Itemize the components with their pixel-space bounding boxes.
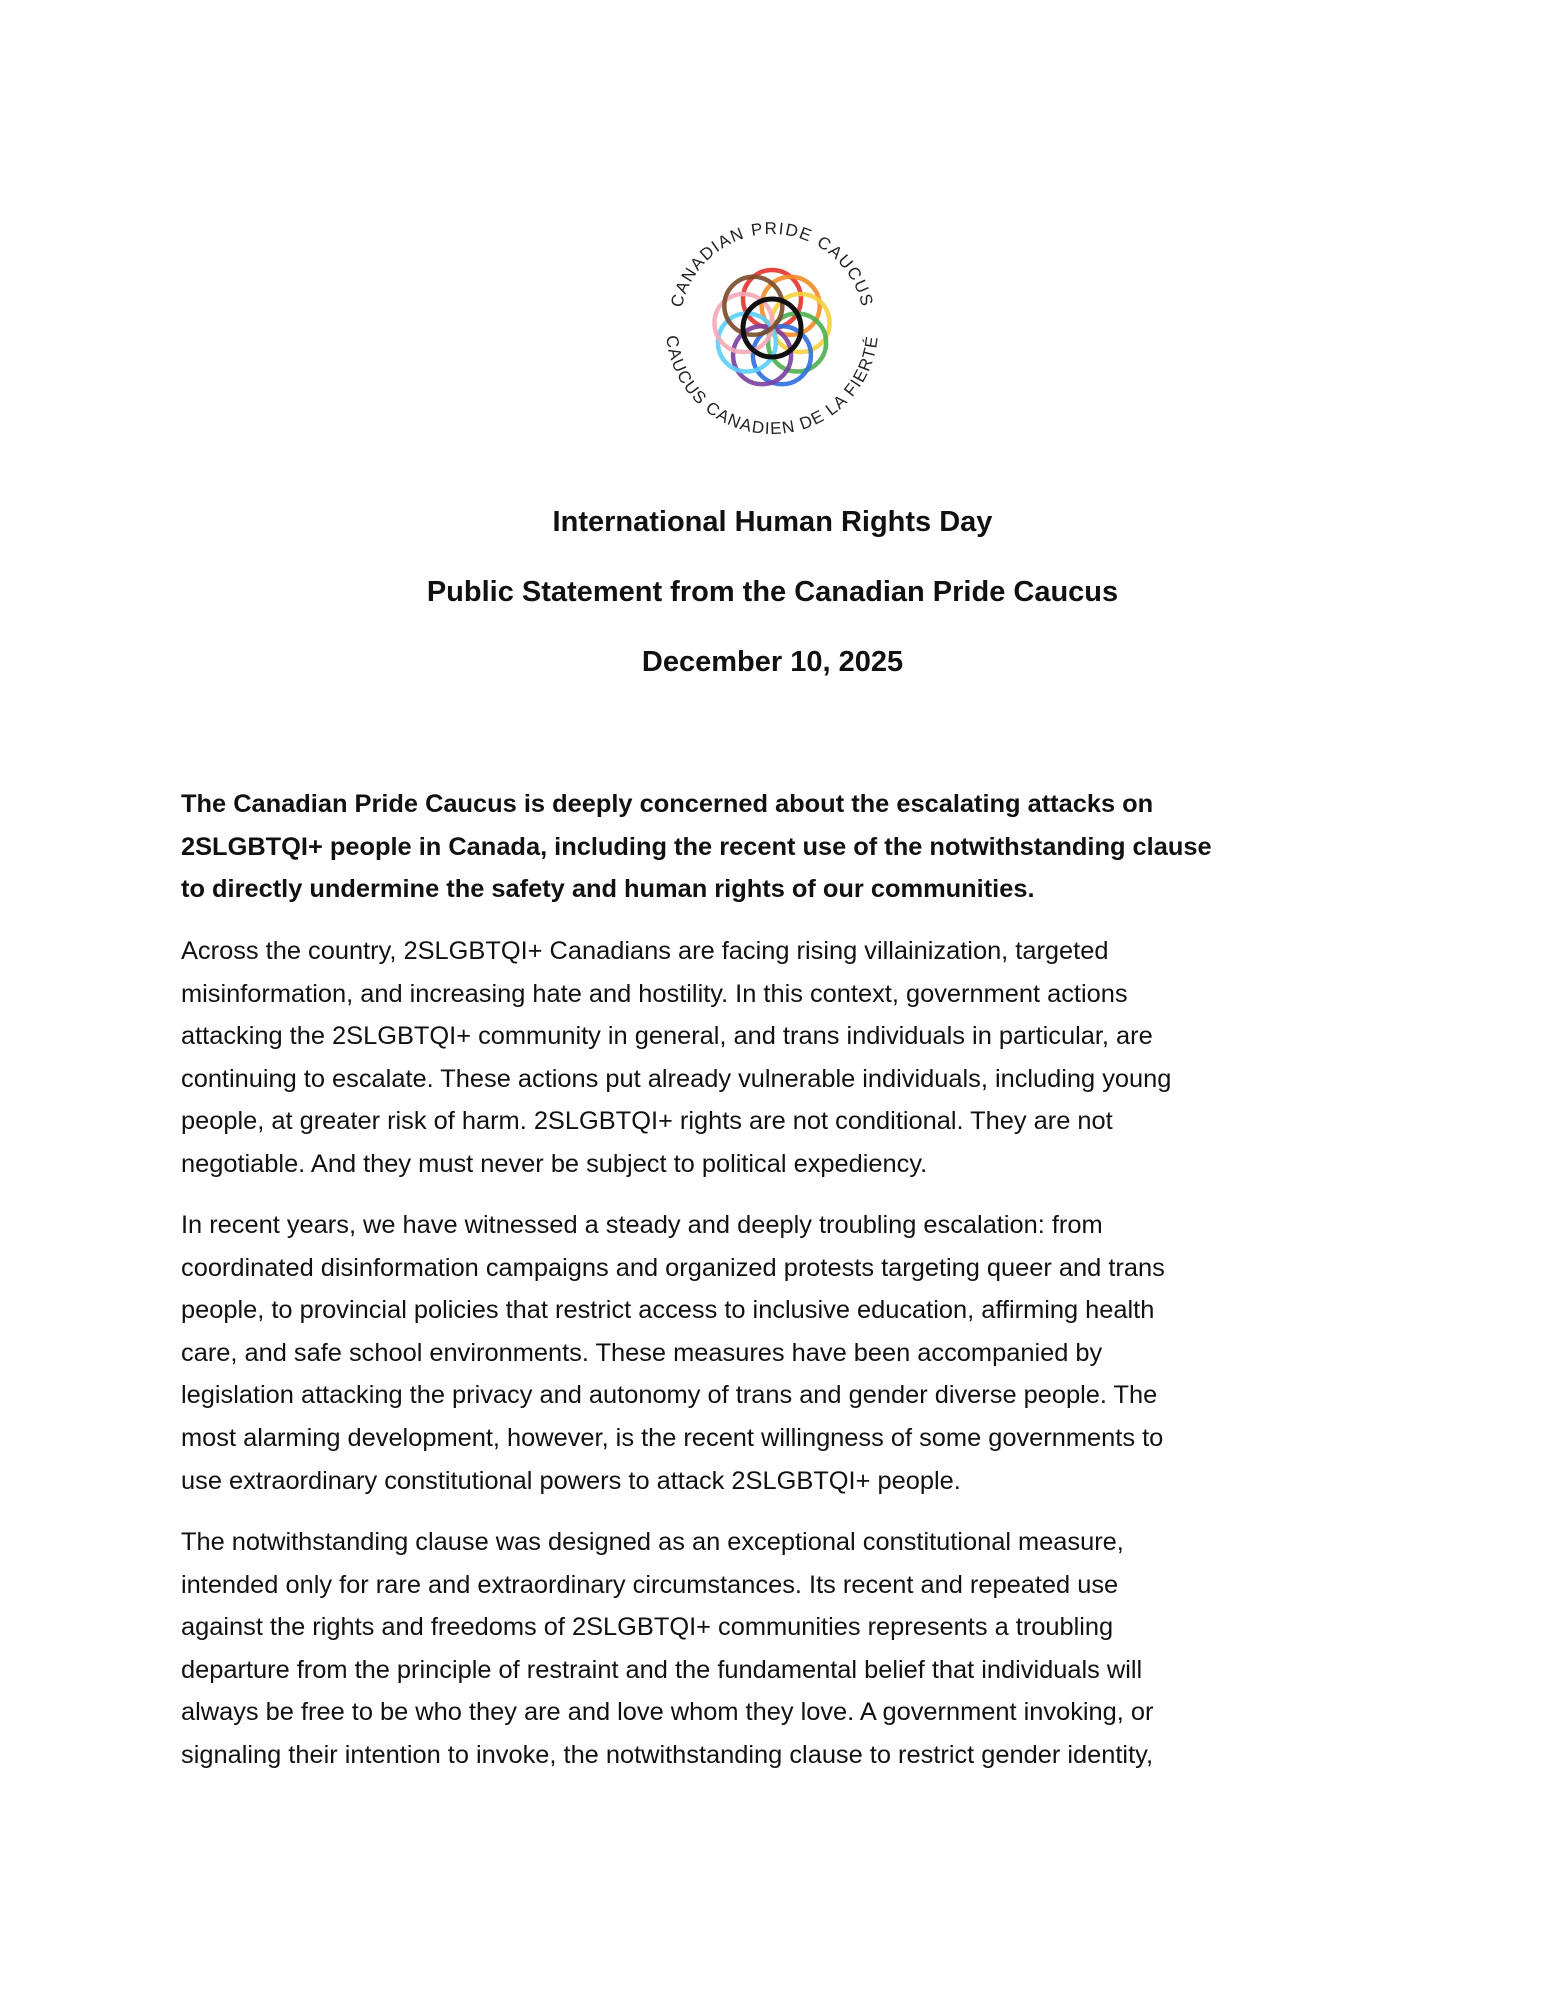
text-line: continuing to escalate. These actions put already vulnerable individuals, including young — [181, 1064, 1172, 1093]
text-line: Across the country, 2SLGBTQI+ Canadians are facing rising villainization, targeted — [181, 937, 1109, 965]
paragraph-1 — [181, 930, 1371, 1186]
logo-bottom-text: CAUCUS CANADIEN DE LA FIERTÉ — [662, 334, 882, 439]
text-line: intended only for rare and extraordinary circumstances. Its recent and repeated use — [181, 1570, 1119, 1599]
paragraph-2 — [181, 1204, 1371, 1502]
canadian-pride-caucus-logo — [644, 208, 900, 448]
text-line: legislation attacking the privacy and autonomy of trans and gender diverse people. The — [181, 1381, 1158, 1410]
text-line: In recent years, we have witnessed a steady and deeply troubling escalation: from — [181, 1211, 1103, 1239]
text-line: people, at greater risk of harm. 2SLGBTQI+ rights are not conditional. They are not — [181, 1107, 1113, 1136]
text-line: to directly undermine the safety and human rights of our communities. — [181, 875, 1035, 904]
text-line: coordinated disinformation campaigns and organized protests targeting queer and trans — [181, 1253, 1165, 1282]
subtitle-line: Public Statement from the Canadian Pride Caucus — [426, 576, 1119, 608]
text-line: signaling their intention to invoke, the notwithstanding clause to restrict gender identity, — [181, 1740, 1153, 1769]
text-line: use extraordinary constitutional powers to attack 2SLGBTQI+ people. — [181, 1466, 961, 1495]
text-line: attacking the 2SLGBTQI+ community in general, and trans individuals in particular, are — [181, 1022, 1153, 1051]
text-line: 2SLGBTQI+ people in Canada, including the recent use of the notwithstanding clause — [181, 832, 1212, 861]
text-line: care, and safe school environments. These measures have been accompanied by — [181, 1338, 1103, 1367]
text-line: The notwithstanding clause was designed as an exceptional constitutional measure, — [181, 1528, 1124, 1556]
text-line: The Canadian Pride Caucus is deeply concerned about the escalating attacks on — [181, 790, 1154, 818]
text-line: people, to provincial policies that restrict access to inclusive education, affirming health — [181, 1296, 1155, 1325]
paragraph-3 — [181, 1521, 1371, 1777]
text-line: always be free to be who they are and love whom they love. A government invoking, or — [181, 1698, 1154, 1727]
text-line: misinformation, and increasing hate and hostility. In this context, government actions — [181, 979, 1128, 1008]
text-line: most alarming development, however, is the recent willingness of some governments to — [181, 1423, 1164, 1452]
text-line: departure from the principle of restraint and the fundamental belief that individuals will — [181, 1655, 1143, 1684]
logo-top-text: CANADIAN PRIDE CAUCUS — [667, 218, 877, 310]
date-line: December 10, 2025 — [641, 646, 904, 678]
lead-paragraph — [181, 783, 1371, 911]
text-line: negotiable. And they must never be subject to political expediency. — [181, 1149, 928, 1178]
title-line: International Human Rights Day — [552, 506, 993, 538]
text-line: against the rights and freedoms of 2SLGBTQI+ communities represents a troubling — [181, 1613, 1114, 1642]
